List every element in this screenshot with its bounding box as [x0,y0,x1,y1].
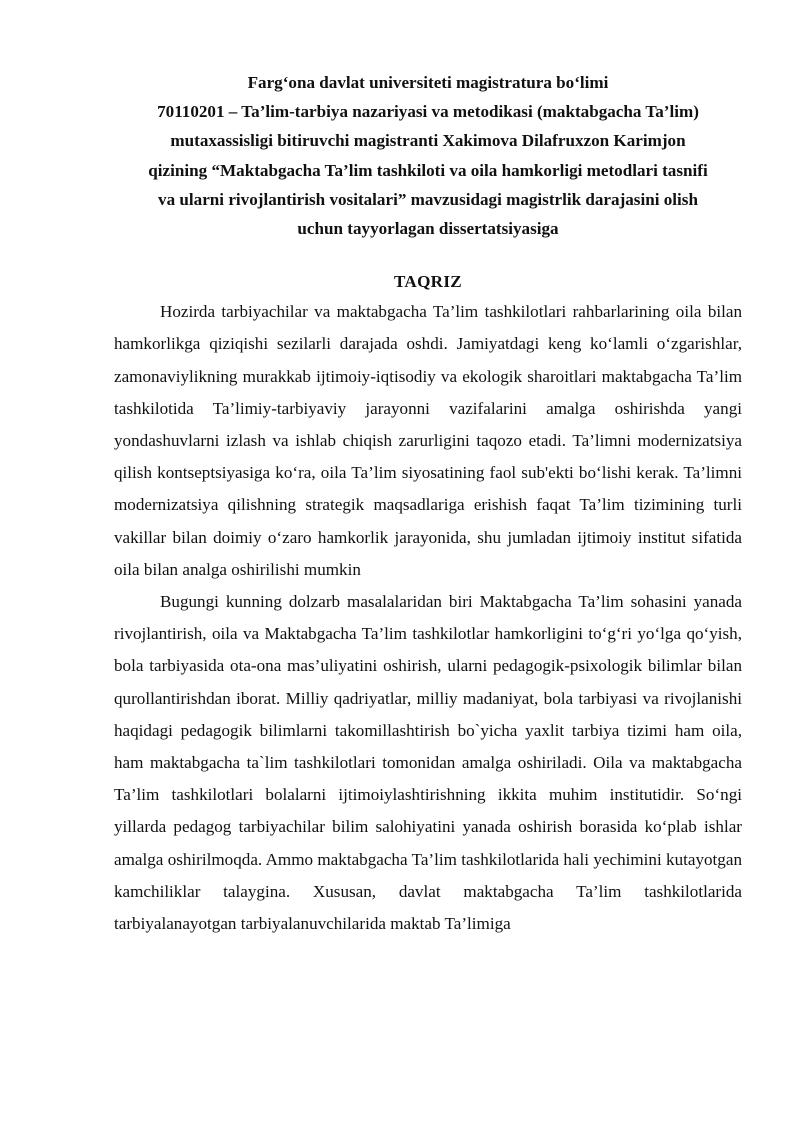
header-line-2: 70110201 – Ta’lim-tarbiya nazariyasi va metodikasi (maktabgacha Ta’lim) [157,102,699,122]
body-paragraph-1: Hozirda tarbiyachilar va maktabgacha Ta’lim tashkilotlari rahbarlarining oila bilan hamkorlikga qiziqishi sezilarli darajada oshdi. Jamiyatdagi keng ko‘lamli o‘zgarishlar, zamonaviylikning murakkab ijtimoiy-iqtisodiy va ekologik sharoitlari maktabgacha Ta’lim tashkilotida Ta’limiy-tarbiyaviy jarayonni vazifalarini amalga oshirishda yangi yondashuvlarni izlash va ishlab chiqish zarurligini taqozo etadi. Ta’limni modernizatsiya qilish kontseptsiyasiga ko‘ra, oila Ta’lim siyosatining faol sub'ekti bo‘lishi kerak. Ta’limni modernizatsiya qilishning strategik maqsadlariga erishish faqat Ta’lim tizimining turli vakillar bilan doimiy o‘zaro hamkorlik jarayonida, shu jumladan ijtimoiy institut sifatida oila bilan analga oshirilishi mumkin [114,302,742,579]
section-title: TAQRIZ [394,272,462,292]
document-header [114,68,742,243]
header-line-5: va ularni rivojlantirish vositalari” mavzusidagi magistrlik darajasini olish [158,189,698,209]
header-line-3: mutaxassisligi bitiruvchi magistranti Xakimova Dilafruxzon Karimjon [170,131,686,151]
header-line-6: uchun tayyorlagan dissertatsiyasiga [297,219,559,239]
document-page [114,68,742,940]
body-paragraph-2: Bugungi kunning dolzarb masalalaridan biri Maktabgacha Ta’lim sohasini yanada rivojlantirish, oila va Maktabgacha Ta’lim tashkilotlar hamkorligini to‘g‘ri yo‘lga qo‘yish, bola tarbiyasida ota-ona mas’uliyatini oshirish, ularni pedagogik-psixologik bilimlar bilan qurollantirishdan iborat. Milliy qadriyatlar, milliy madaniyat, bola tarbiyasi va rivojlanishi haqidagi pedagogik bilimlarni takomillashtirish bo`yicha yaxlit tarbiya tizimi ham oila, ham maktabgacha ta`lim tashkilotlari tomonidan amalga oshiriladi. Oila va maktabgacha Ta’lim tashkilotlari bolalarni ijtimoiylashtirishning ikkita muhim institutidir. So‘ngi yillarda pedagog tarbiyachilar bilim salohiyatini yanada oshirish borasida ko‘plab ishlar amalga oshirilmoqda. Ammo maktabgacha Ta’lim tashkilotlarida hali yechimini kutayotgan kamchiliklar talaygina. Xususan, davlat maktabgacha Ta’lim tashkilotlarida tarbiyalanayotgan tarbiyalanuvchilarida maktab Ta’limiga [114,592,742,934]
header-line-4: qizining “Maktabgacha Ta’lim tashkiloti va oila hamkorligi metodlari tasnifi [148,160,708,180]
header-line-1: Farg‘ona davlat universiteti magistratura bo‘limi [247,73,609,92]
